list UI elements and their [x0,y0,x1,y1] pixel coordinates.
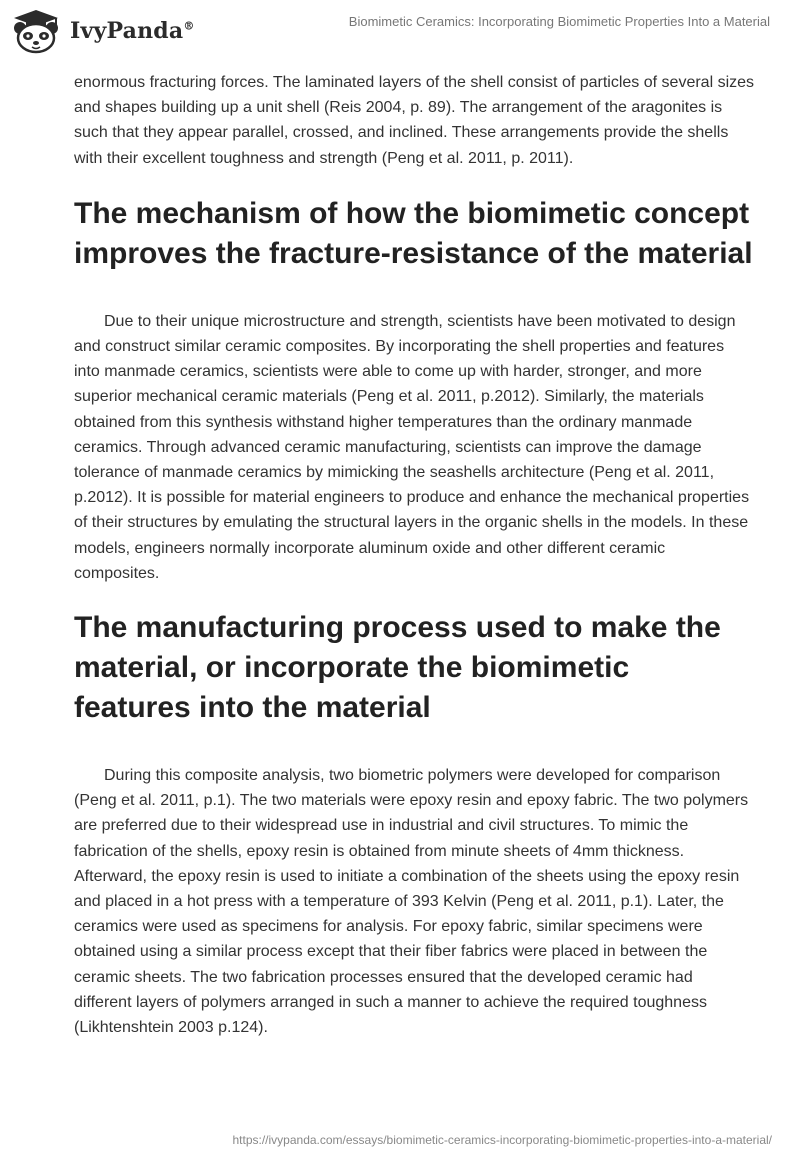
intro-paragraph: enormous fracturing forces. The laminated layers of the shell consist of particles of several sizes and shapes building up a unit shell (Reis 2004, p. 89). The arrangement of the aragonites is such that they appear parallel, crossed, and inclined. These arrangements provide the shells with their excellent toughness and strength (Peng et al. 2011, p. 2011). [74,74,755,167]
document-title: Biomimetic Ceramics: Incorporating Biomimetic Properties Into a Material [348,14,770,29]
brand-name: IvyPanda® [70,18,195,44]
section-heading-mechanism: The mechanism of how the biomimetic concept improves the fracture-resistance of the material [74,196,753,270]
page-header [0,0,800,70]
brand-logo[interactable] [10,8,195,54]
section-heading-manufacturing: The manufacturing process used to make the material, or incorporate the biomimetic features into the material [74,611,721,725]
section-paragraph-manufacturing: During this composite analysis, two biometric polymers were developed for comparison (Peng et al. 2011, p.1). The two materials were epoxy resin and epoxy fabric. The two polymers are preferred due to their widespread use in industrial and civil structures. To mimic the fabrication of the shells, epoxy resin is obtained from minute sheets of 4mm thickness. Afterward, the epoxy resin is used to initiate a combination of the sheets using the epoxy resin and placed in a hot press with a temperature of 393 Kelvin (Peng et al. 2011, p.1). Later, the ceramics were used as specimens for analysis. For epoxy fabric, similar specimens were obtained using a similar process except that their fiber fabrics were placed in between the ceramic sheets. The two fabrication processes ensured that the developed ceramic had different layers of polymers arranged in such a manner to achieve the required toughness (Likhtenshtein 2003 p.124). [74,767,749,1037]
registered-mark: ® [183,19,195,33]
article-body [74,70,754,1040]
section-paragraph-mechanism: Due to their unique microstructure and strength, scientists have been motivated to design and construct similar ceramic composites. By incorporating the shell properties and features into manmade ceramics, scientists were able to come up with harder, stronger, and more superior mechanical ceramic materials (Peng et al. 2011, p.2012). Similarly, the materials obtained from this synthesis withstand higher temperatures than the ordinary manmade ceramics. Through advanced ceramic manufacturing, scientists can improve the damage tolerance of manmade ceramics by mimicking the seashells architecture (Peng et al. 2011, p.2012). It is possible for material engineers to produce and enhance the mechanical properties of their structures by emulating the structural layers in the organic shells in the models. In these models, engineers normally incorporate aluminum oxide and other different ceramic composites. [74,312,750,582]
source-url-link[interactable]: https://ivypanda.com/essays/biomimetic-ceramics-incorporating-biomimetic-properties-into-a-material/ [232,1133,772,1147]
panda-icon [10,8,62,54]
